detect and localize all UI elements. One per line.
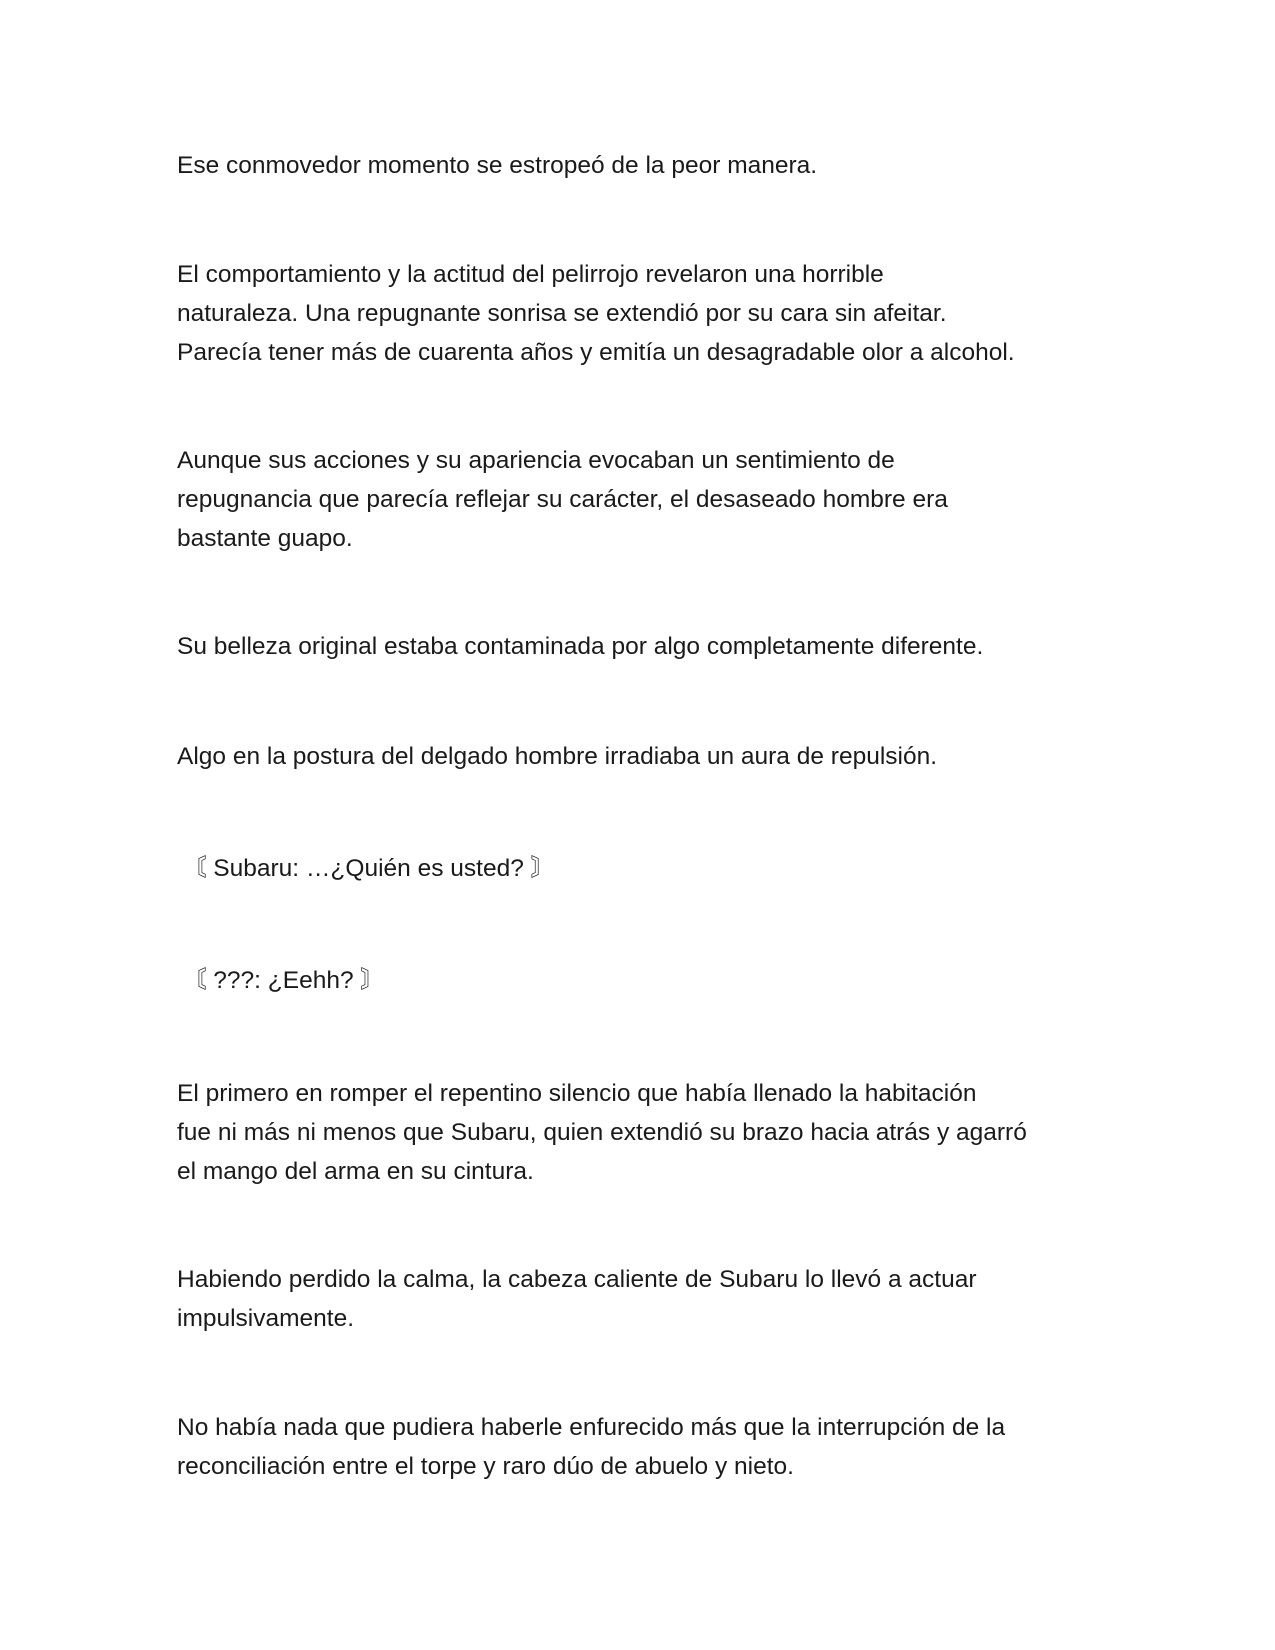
paragraph — [177, 255, 1117, 372]
text-line: Habiendo perdido la calma, la cabeza caliente de Subaru lo llevó a actuar — [177, 1266, 977, 1293]
paragraph — [177, 146, 1117, 185]
text-line: Parecía tener más de cuarenta años y emitía un desagradable olor a alcohol. — [177, 339, 1015, 366]
paragraph — [177, 1074, 1117, 1191]
paragraph — [177, 627, 1117, 666]
paragraph — [177, 737, 1117, 776]
text-line: bastante guapo. — [177, 525, 353, 552]
text-line: 〘 Subaru: …¿Quién es usted? 〙 — [182, 855, 556, 882]
text-line: No había nada que pudiera haberle enfurecido más que la interrupción de la — [177, 1414, 1006, 1441]
text-line: Algo en la postura del delgado hombre irradiaba un aura de repulsión. — [177, 743, 938, 770]
text-line: El primero en romper el repentino silencio que había llenado la habitación — [177, 1080, 977, 1107]
text-line: 〘 ???: ¿Eehh? 〙 — [182, 967, 385, 994]
text-line: Aunque sus acciones y su apariencia evocaban un sentimiento de — [177, 447, 895, 474]
text-line: naturaleza. Una repugnante sonrisa se extendió por su cara sin afeitar. — [177, 300, 947, 327]
text-line: impulsivamente. — [177, 1305, 355, 1332]
dialogue-line — [182, 849, 555, 888]
text-line: reconciliación entre el torpe y raro dúo de abuelo y nieto. — [177, 1453, 794, 1480]
text-line: repugnancia que parecía reflejar su carácter, el desaseado hombre era — [177, 486, 948, 513]
dialogue-line — [182, 961, 385, 1000]
paragraph — [177, 441, 1117, 558]
text-line: Ese conmovedor momento se estropeó de la peor manera. — [177, 152, 818, 179]
text-line: El comportamiento y la actitud del pelirrojo revelaron una horrible — [177, 261, 884, 288]
text-line: fue ni más ni menos que Subaru, quien extendió su brazo hacia atrás y agarró — [177, 1119, 1027, 1146]
text-line: Su belleza original estaba contaminada por algo completamente diferente. — [177, 633, 984, 660]
paragraph — [177, 1408, 1117, 1486]
text-line: el mango del arma en su cintura. — [177, 1158, 534, 1185]
paragraph — [177, 1260, 1117, 1338]
